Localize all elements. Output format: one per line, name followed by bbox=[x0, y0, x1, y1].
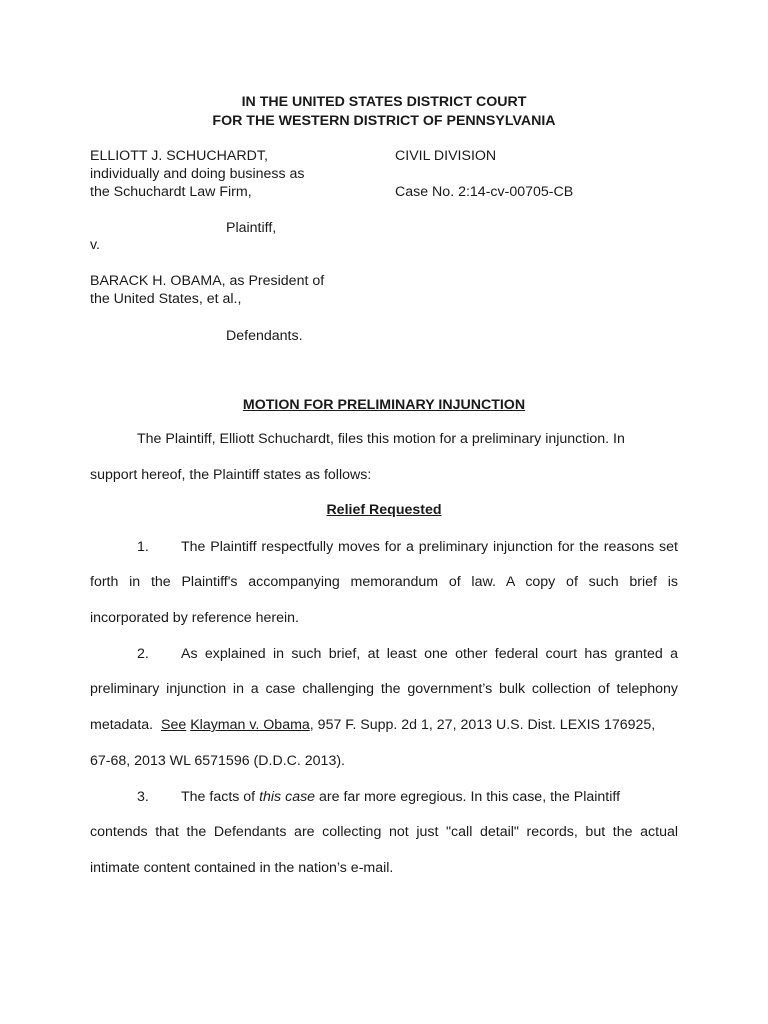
paragraph-1-line-1: The Plaintiff respectfully moves for a preliminary injunction for the reasons set bbox=[181, 539, 678, 555]
paragraph-2-line-2: preliminary injunction in a case challenging the government’s bulk collection of telephony bbox=[90, 681, 678, 697]
paragraph-2-number: 2. bbox=[137, 646, 149, 662]
versus: v. bbox=[90, 237, 100, 253]
plaintiff-description-2: the Schuchardt Law Firm, bbox=[90, 184, 252, 200]
defendant-description: the United States, et al., bbox=[90, 291, 242, 307]
paragraph-3-line-1 bbox=[181, 788, 620, 806]
paragraph-3-line-1-post: are far more egregious. In this case, the Plaintiff bbox=[319, 789, 621, 805]
paragraph-2-line-3-post: , 957 F. Supp. 2d 1, 27, 2013 U.S. Dist. LEXIS 176925, bbox=[309, 717, 656, 733]
division: CIVIL DIVISION bbox=[395, 148, 497, 164]
case-number: Case No. 2:14-cv-00705-CB bbox=[395, 184, 574, 200]
paragraph-2-line-4: 67-68, 2013 WL 6571596 (D.D.C. 2013). bbox=[90, 753, 346, 769]
paragraph-3-number: 3. bbox=[137, 789, 149, 805]
paragraph-3-line-1-italic: this case bbox=[259, 789, 316, 805]
paragraph-2-line-3-pre: metadata. bbox=[90, 717, 154, 733]
see-signal: See bbox=[161, 717, 187, 733]
paragraph-1-line-3: incorporated by reference herein. bbox=[90, 610, 299, 626]
defendant-role: Defendants. bbox=[226, 328, 303, 344]
court-name-line-2: FOR THE WESTERN DISTRICT OF PENNSYLVANIA bbox=[212, 113, 556, 129]
paragraph-2-line-1: As explained in such brief, at least one other federal court has granted a bbox=[181, 646, 678, 662]
paragraph-1-number: 1. bbox=[137, 539, 149, 555]
intro-line-2: support hereof, the Plaintiff states as follows: bbox=[90, 467, 372, 483]
section-heading: Relief Requested bbox=[326, 502, 442, 518]
defendant-name: BARACK H. OBAMA, as President of bbox=[90, 273, 325, 289]
plaintiff-name: ELLIOTT J. SCHUCHARDT, bbox=[90, 148, 268, 164]
plaintiff-role: Plaintiff, bbox=[226, 220, 277, 236]
paragraph-1-line-2: forth in the Plaintiff's accompanying memorandum of law. A copy of such brief is bbox=[90, 574, 678, 590]
motion-title: MOTION FOR PRELIMINARY INJUNCTION bbox=[242, 397, 526, 413]
paragraph-3-line-2: contends that the Defendants are collecting not just "call detail" records, but the actual bbox=[90, 824, 678, 840]
plaintiff-description-1: individually and doing business as bbox=[90, 166, 305, 182]
case-citation-name: Klayman v. Obama bbox=[190, 717, 310, 733]
paragraph-2-line-3 bbox=[90, 716, 655, 734]
paragraph-3-line-3: intimate content contained in the nation’s e-mail. bbox=[90, 860, 394, 876]
intro-line-1: The Plaintiff, Elliott Schuchardt, files this motion for a preliminary injunction. In bbox=[137, 431, 625, 447]
paragraph-3-line-1-pre: The facts of bbox=[181, 789, 256, 805]
court-name-line-1: IN THE UNITED STATES DISTRICT COURT bbox=[241, 94, 527, 110]
